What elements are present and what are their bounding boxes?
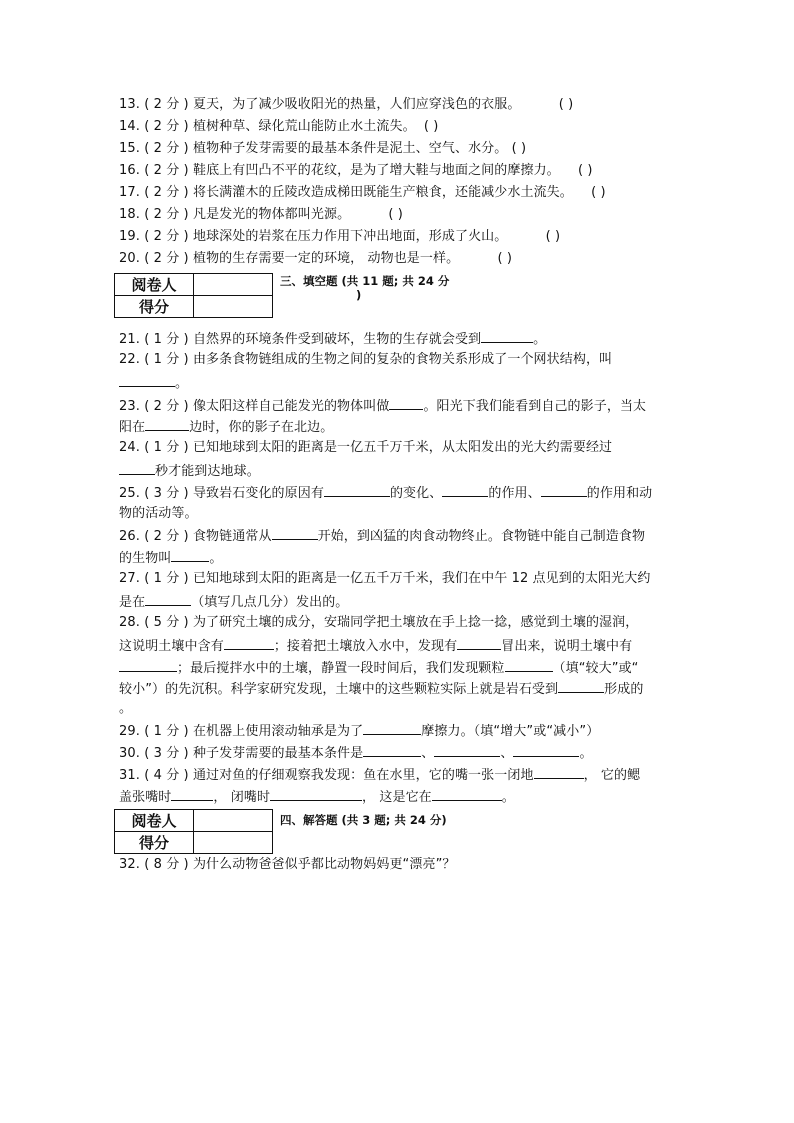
- question-text: （填写几点几分）发出的。: [191, 595, 349, 610]
- question-number: 13.: [119, 97, 140, 112]
- question-text: 22. ( 1 分 ) 由多条食物链组成的生物之间的复杂的食物关系形成了一个网状结构，叫: [119, 352, 613, 367]
- question-text: 。: [119, 701, 133, 716]
- score-label: 得分: [115, 832, 194, 854]
- answer-blank[interactable]: [513, 743, 579, 757]
- question-score: ( 2 分 ): [144, 229, 189, 244]
- question-text: 。阳光下我们能看到自己的影子，当太: [423, 399, 647, 414]
- question-text: 鞋底上有凹凸不平的花纹，是为了增大鞋与地面之间的摩擦力。: [192, 163, 560, 178]
- question-text: ， 这是它在: [362, 790, 432, 805]
- question-number: 16.: [119, 163, 140, 178]
- question-number: 15.: [119, 141, 140, 156]
- score-field[interactable]: [194, 296, 273, 318]
- answer-blank[interactable]: [363, 721, 421, 735]
- question-text: 23. ( 2 分 ) 像太阳这样自己能发光的物体叫做: [119, 399, 390, 414]
- question-text: 较小”）的先沉积。科学家研究发现，土壤中的这些颗粒实际上就是岩石受到: [119, 682, 559, 697]
- answer-blank[interactable]: [119, 373, 175, 387]
- question-text: 。: [579, 746, 593, 761]
- question-28: [119, 614, 638, 632]
- question-text: 31. ( 4 分 ) 通过对鱼的仔细观察我发现：鱼在水里，它的嘴一张一闭地: [119, 768, 534, 783]
- answer-parentheses[interactable]: ( ): [545, 229, 561, 244]
- question-text: 。: [175, 376, 189, 391]
- question-text: 的作用、: [488, 486, 541, 501]
- reviewer-field[interactable]: [194, 274, 273, 296]
- question-28-cont-1: [119, 636, 632, 656]
- question-32: [119, 856, 456, 874]
- question-18: [119, 206, 403, 224]
- question-number: 17.: [119, 185, 140, 200]
- question-text: 是在: [119, 595, 146, 610]
- question-text: 植物的生存需要一定的环境， 动物也是一样。: [192, 251, 460, 266]
- question-text: 。: [501, 790, 515, 805]
- answer-parentheses[interactable]: ( ): [423, 119, 439, 134]
- answer-blank[interactable]: [389, 396, 423, 410]
- answer-blank[interactable]: [442, 483, 488, 497]
- question-21: [119, 329, 546, 349]
- question-text: 25. ( 3 分 ) 导致岩石变化的原因有: [119, 486, 324, 501]
- question-text: 的作用和动: [586, 486, 653, 501]
- question-22: [119, 351, 612, 369]
- question-text: 夏天，为了减少吸收阳光的热量，人们应穿浅色的衣服。: [192, 97, 521, 112]
- answer-blank[interactable]: [119, 658, 177, 672]
- question-26-cont: [119, 548, 223, 568]
- question-13: [119, 96, 573, 114]
- question-24-cont: [119, 461, 260, 481]
- question-text: 26. ( 2 分 ) 食物链通常从: [119, 529, 272, 544]
- question-31: [119, 765, 640, 785]
- score-label: 得分: [115, 296, 194, 318]
- question-text: 将长满灌木的丘陵改造成梯田既能生产粮食，还能减少水土流失。: [192, 185, 573, 200]
- section-3-title-close: ): [356, 288, 362, 302]
- question-text: ， 它的鳃: [583, 768, 641, 783]
- question-score: ( 2 分 ): [144, 163, 189, 178]
- score-field[interactable]: [194, 832, 273, 854]
- question-text: 29. ( 1 分 ) 在机器上使用滚动轴承是为了: [119, 724, 364, 739]
- question-text: 植物种子发芽需要的最基本条件是泥土、空气、水分。: [192, 141, 508, 156]
- question-28-cont-4: [119, 700, 132, 718]
- answer-blank[interactable]: [119, 461, 155, 475]
- question-number: 14.: [119, 119, 140, 134]
- score-box-section-4: [114, 809, 273, 854]
- question-27: [119, 570, 650, 588]
- question-score: ( 2 分 ): [144, 207, 189, 222]
- question-23-cont: [119, 417, 333, 437]
- answer-parentheses[interactable]: ( ): [558, 97, 574, 112]
- question-text: 的生物叫: [119, 551, 172, 566]
- answer-blank[interactable]: [432, 787, 502, 801]
- question-15: [119, 140, 526, 158]
- answer-parentheses[interactable]: ( ): [388, 207, 403, 222]
- question-16: [119, 162, 593, 180]
- answer-blank[interactable]: [534, 765, 584, 779]
- question-text: 这说明土壤中含有: [119, 639, 224, 654]
- question-26: [119, 526, 645, 546]
- question-text: 秒才能到达地球。: [155, 464, 260, 479]
- answer-blank[interactable]: [171, 548, 209, 562]
- question-text: 凡是发光的物体都叫光源。: [192, 207, 351, 222]
- question-30: [119, 743, 593, 763]
- question-number: 18.: [119, 207, 140, 222]
- question-text: 边时，你的影子在北边。: [189, 420, 334, 435]
- answer-blank[interactable]: [272, 526, 318, 540]
- question-text: 30. ( 3 分 ) 种子发芽需要的最基本条件是: [119, 746, 364, 761]
- section-3-heading: [280, 274, 460, 302]
- question-text: 开始，到凶猛的肉食动物终止。食物链中能自己制造食物: [317, 529, 646, 544]
- answer-blank[interactable]: [363, 743, 421, 757]
- answer-blank[interactable]: [481, 329, 533, 343]
- answer-blank[interactable]: [270, 787, 362, 801]
- question-number: 19.: [119, 229, 140, 244]
- question-20: [119, 250, 512, 268]
- answer-blank[interactable]: [541, 483, 587, 497]
- question-text: 的变化、: [389, 486, 443, 501]
- question-19: [119, 228, 560, 246]
- answer-blank[interactable]: [505, 658, 553, 672]
- question-31-cont: [119, 787, 515, 807]
- answer-parentheses[interactable]: ( ): [497, 251, 513, 266]
- question-text: 盖张嘴时: [119, 790, 172, 805]
- question-text: 冒出来，说明土壤中有: [501, 639, 633, 654]
- question-text: 阳在: [119, 420, 146, 435]
- answer-parentheses[interactable]: ( ): [591, 185, 606, 200]
- question-28-cont-2: [119, 658, 639, 678]
- question-text: ；接着把土壤放入水中，发现有: [273, 639, 458, 654]
- question-22-cont: [119, 373, 188, 393]
- question-text: 植树种草、绿化荒山能防止水土流失。: [192, 119, 416, 134]
- question-text: 24. ( 1 分 ) 已知地球到太阳的距离是一亿五千万千米，从太阳发出的光大约需要经过: [119, 440, 613, 455]
- question-text: 物的活动等。: [119, 506, 198, 521]
- question-25-cont: [119, 505, 198, 523]
- reviewer-field[interactable]: [194, 810, 273, 832]
- answer-blank[interactable]: [434, 743, 500, 757]
- question-text: ；最后搅拌水中的土壤，静置一段时间后，我们发现颗粒: [177, 661, 505, 676]
- question-score: ( 2 分 ): [144, 97, 189, 112]
- answer-blank[interactable]: [558, 679, 604, 693]
- section-3-title: 三、填空题 (共 11 题; 共 24 分: [280, 274, 450, 288]
- question-29: [119, 721, 599, 741]
- question-text: 地球深处的岩浆在压力作用下冲出地面，形成了火山。: [192, 229, 508, 244]
- answer-blank[interactable]: [145, 417, 189, 431]
- question-text: 摩擦力。（填“增大”或“减小”）: [421, 724, 600, 739]
- question-27-cont: [119, 592, 348, 612]
- question-23: [119, 396, 646, 416]
- question-25: [119, 483, 652, 503]
- answer-blank[interactable]: [171, 787, 213, 801]
- question-text: 。: [533, 332, 547, 347]
- reviewer-label: 阅卷人: [115, 810, 194, 832]
- question-score: ( 2 分 ): [144, 141, 189, 156]
- answer-blank[interactable]: [145, 592, 191, 606]
- question-number: 20.: [119, 251, 140, 266]
- question-text: 32. ( 8 分 ) 为什么动物爸爸似乎都比动物妈妈更“漂亮”？: [119, 857, 456, 872]
- question-24: [119, 439, 612, 457]
- question-text: 、: [421, 746, 435, 761]
- answer-parentheses[interactable]: ( ): [511, 141, 527, 156]
- question-text: ， 闭嘴时: [213, 790, 271, 805]
- section-4-title: 四、解答题 (共 3 题; 共 24 分): [280, 813, 447, 827]
- question-score: ( 2 分 ): [144, 119, 189, 134]
- question-text: 27. ( 1 分 ) 已知地球到太阳的距离是一亿五千万千米，我们在中午 12 点见到的太阳光大约: [119, 571, 651, 586]
- answer-blank[interactable]: [224, 636, 274, 650]
- score-box-section-3: [114, 273, 273, 318]
- question-text: 21. ( 1 分 ) 自然界的环境条件受到破坏，生物的生存就会受到: [119, 332, 482, 347]
- question-text: （填“较大”或“: [552, 661, 639, 676]
- answer-parentheses[interactable]: ( ): [578, 163, 593, 178]
- answer-blank[interactable]: [324, 483, 390, 497]
- section-4-heading: [280, 813, 460, 827]
- question-text: 。: [209, 551, 223, 566]
- question-text: 、: [500, 746, 514, 761]
- question-text: 28. ( 5 分 ) 为了研究土壤的成分，安瑞同学把土壤放在手上捻一捻，感觉到土壤的湿润，: [119, 615, 639, 630]
- question-text: 形成的: [604, 682, 644, 697]
- question-score: ( 2 分 ): [144, 185, 189, 200]
- question-17: [119, 184, 606, 202]
- reviewer-label: 阅卷人: [115, 274, 194, 296]
- question-score: ( 2 分 ): [144, 251, 189, 266]
- answer-blank[interactable]: [457, 636, 501, 650]
- question-14: [119, 118, 438, 136]
- question-28-cont-3: [119, 679, 643, 699]
